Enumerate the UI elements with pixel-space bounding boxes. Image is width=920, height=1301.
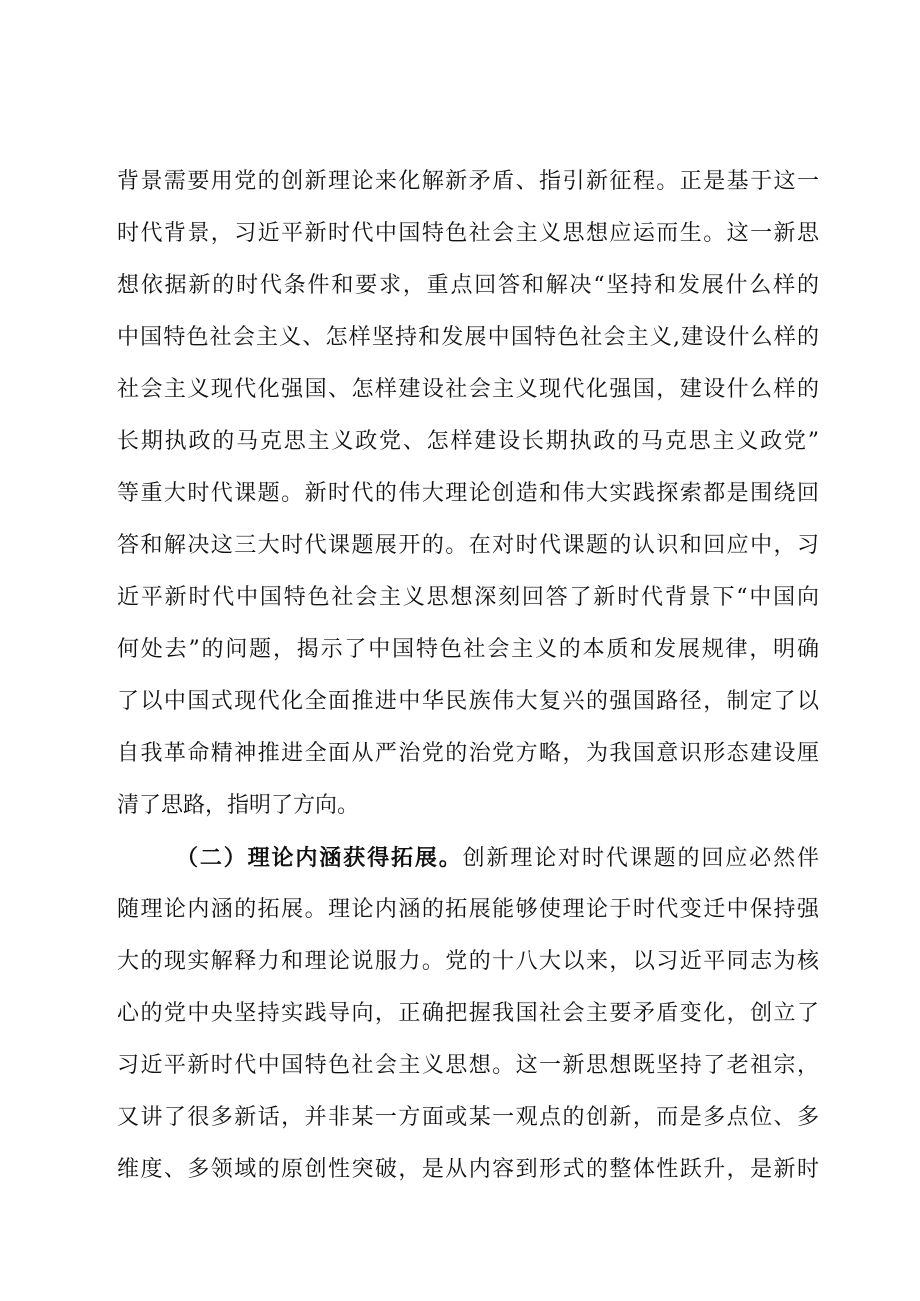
paragraph-1-line-8: 答和解决这三大时代课题展开的。在对时代课题的认识和回应中，习 (117, 533, 819, 558)
paragraph-1-line-1: 背景需要用党的创新理论来化解新矛盾、指引新征程。正是基于这一 (117, 169, 819, 194)
paragraph-2-first-line (176, 838, 819, 878)
paragraph-2-line-6: 又讲了很多新话，并非某一方面或某一观点的创新，而是多点位、多 (117, 1105, 819, 1130)
paragraph-1-line-10: 何处去”的问题，揭示了中国特色社会主义的本质和发展规律，明确 (117, 637, 819, 662)
paragraph-1-line-11: 了以中国式现代化全面推进中华民族伟大复兴的强国路径，制定了以 (117, 689, 819, 714)
paragraph-1-line-6: 长期执政的马克思主义政党、怎样建设长期执政的马克思主义政党” (117, 429, 819, 454)
section-heading: （二）理论内涵获得拓展。 (176, 845, 463, 871)
paragraph-1-line-2: 时代背景，习近平新时代中国特色社会主义思想应运而生。这一新思 (117, 221, 819, 246)
paragraph-1-line-9: 近平新时代中国特色社会主义思想深刻回答了新时代背景下“中国向 (117, 585, 819, 610)
paragraph-1-line-7: 等重大时代课题。新时代的伟大理论创造和伟大实践探索都是围绕回 (117, 481, 819, 506)
paragraph-2-line-2: 随理论内涵的拓展。理论内涵的拓展能够使理论于时代变迁中保持强 (117, 897, 819, 922)
paragraph-1-line-5: 社会主义现代化强国、怎样建设社会主义现代化强国，建设什么样的 (117, 377, 819, 402)
paragraph-2-first-line-text: 创新理论对时代课题的回应必然伴 (462, 846, 819, 871)
paragraph-1-line-4: 中国特色社会主义、怎样坚持和发展中国特色社会主义,建设什么样的 (117, 325, 819, 350)
paragraph-2-line-7: 维度、多领域的原创性突破，是从内容到形式的整体性跃升，是新时 (117, 1157, 819, 1182)
paragraph-2-line-4: 心的党中央坚持实践导向，正确把握我国社会主要矛盾变化，创立了 (117, 1001, 819, 1026)
paragraph-2-line-5: 习近平新时代中国特色社会主义思想。这一新思想既坚持了老祖宗， (117, 1053, 819, 1078)
paragraph-1-line-12: 自我革命精神推进全面从严治党的治党方略，为我国意识形态建设厘 (117, 741, 819, 766)
paragraph-1-line-3: 想依据新的时代条件和要求，重点回答和解决“坚持和发展什么样的 (117, 273, 819, 298)
paragraph-1-line-13: 清了思路，指明了方向。 (117, 793, 360, 818)
paragraph-2-line-3: 大的现实解释力和理论说服力。党的十八大以来，以习近平同志为核 (117, 949, 819, 974)
